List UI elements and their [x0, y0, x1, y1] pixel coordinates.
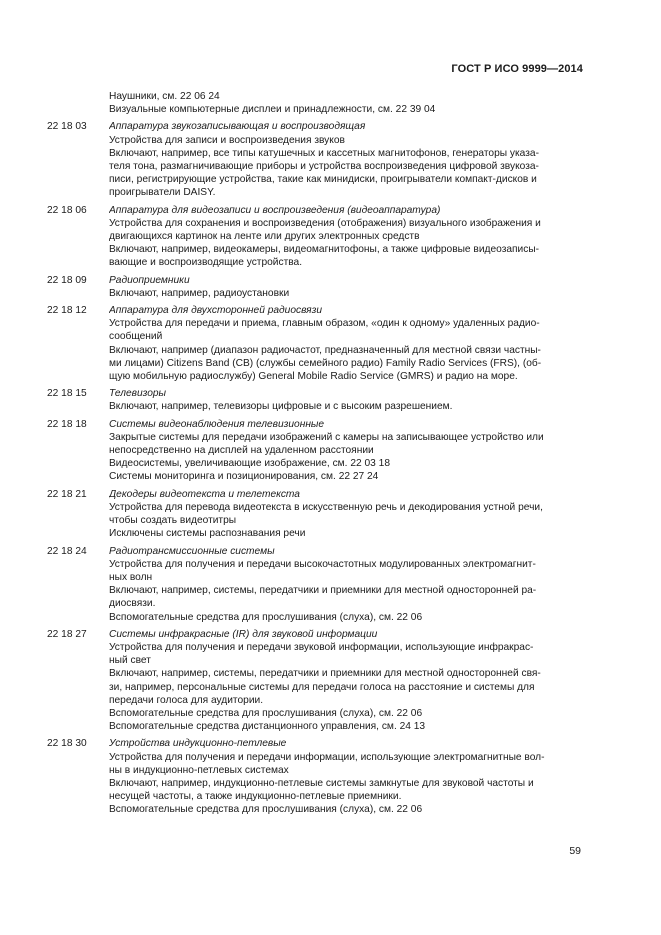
entry-code: 22 18 09	[47, 274, 87, 286]
entry-line: Вспомогательные средства для прослушивания (слуха), см. 22 06	[109, 804, 423, 816]
entry-line: передачи голоса для аудитории.	[109, 694, 264, 706]
classification-entry	[47, 737, 587, 816]
entry-line: ный свет	[109, 655, 151, 667]
entry-line: Вспомогательные средства для прослушивания (слуха), см. 22 06	[109, 707, 423, 719]
entry-code: 22 18 06	[47, 204, 87, 216]
entry-title: Системы видеонаблюдения телевизионные	[109, 418, 325, 430]
entry-line: Включают, например, телевизоры цифровые и с высоким разрешением.	[109, 401, 453, 413]
entry-code: 22 18 30	[47, 738, 87, 750]
entry-line: ми лицами) Citizens Band (CB) (службы семейного радио) Family Radio Services (FRS), (об-	[109, 357, 542, 369]
entry-body	[109, 204, 587, 270]
entry-line: Включают, например, все типы катушечных и кассетных магнитофонов, генераторы указа-	[109, 147, 539, 159]
entry-line: Устройства для сохранения и воспроизведения (отображения) визуального изображения и	[109, 217, 541, 229]
entry-line: писи, регистрирующие устройства, такие как минидиски, проигрыватели компакт-дисков и	[109, 174, 537, 186]
entry-line: зи, например, персональные системы для передачи голоса на расстояние и системы для	[109, 681, 535, 693]
entry-line: Видеосистемы, увеличивающие изображение, см. 22 03 18	[109, 458, 390, 470]
entry-line: Устройства для передачи и приема, главным образом, «один к одному» удаленных радио-	[109, 318, 540, 330]
classification-entry	[47, 204, 587, 270]
entry-code: 22 18 12	[47, 305, 87, 317]
entry-code: 22 18 18	[47, 418, 87, 430]
entry-line: Включают, например (диапазон радиочастот, предназначенный для местной связи частны-	[109, 344, 541, 356]
entry-body	[109, 304, 587, 383]
entries-list	[47, 120, 587, 816]
intro-line: Наушники, см. 22 06 24	[109, 91, 220, 102]
entry-line: Устройства для получения и передачи информации, использующие электромагнитные вол-	[109, 751, 545, 763]
entry-line: вающие и воспроизводящие устройства.	[109, 257, 303, 269]
entry-code: 22 18 24	[47, 545, 87, 557]
entry-line: несущей частоты, а также индукционно-петлевые приемники.	[109, 791, 402, 803]
entry-code: 22 18 03	[47, 121, 87, 133]
entry-line: Вспомогательные средства для прослушивания (слуха), см. 22 06	[109, 611, 423, 623]
entry-line: Закрытые системы для передачи изображений с камеры на записывающее устройство или	[109, 431, 544, 443]
entry-line: проигрыватели DAISY.	[109, 187, 216, 199]
entry-title: Аппаратура для двухсторонней радиосвязи	[109, 305, 323, 317]
entry-line: Вспомогательные средства дистанционного управления, см. 24 13	[109, 721, 426, 733]
entry-line: Включают, например, системы, передатчики и приемники для местной односторонней свя-	[109, 668, 541, 680]
entry-line: ны в индукционно-петлевых системах	[109, 764, 289, 776]
entry-line: Устройства для получения и передачи высокочастотных модулированных электромагнит-	[109, 558, 536, 570]
entry-line: Устройства для записи и воспроизведения звуков	[109, 134, 345, 146]
classification-entry	[47, 488, 587, 541]
document-header: ГОСТ Р ИСО 9999—2014	[451, 63, 583, 75]
entry-line: Включают, например, системы, передатчики и приемники для местной односторонней ра-	[109, 585, 537, 597]
entry-line: Системы мониторинга и позиционирования, см. 22 27 24	[109, 471, 379, 483]
entry-body	[109, 545, 587, 624]
classification-entry	[47, 628, 587, 734]
entry-line: Включают, например, видеокамеры, видеомагнитофоны, а также цифровые видеозаписы-	[109, 244, 540, 256]
entry-line: Устройства для получения и передачи звуковой информации, использующие инфракрас-	[109, 641, 534, 653]
entry-body	[109, 488, 587, 541]
entry-line: теля тона, размагничивающие приборы и устройства воспроизведения цифровой звукоза-	[109, 161, 539, 173]
entry-title: Радиотрансмиссионные системы	[109, 545, 275, 557]
classification-entry	[47, 545, 587, 624]
entry-line: щую мобильную радиослужбу) General Mobile Radio Service (GMRS) и радио на море.	[109, 371, 518, 383]
entry-title: Декодеры видеотекста и телетекста	[109, 488, 300, 500]
intro-block	[47, 90, 587, 116]
entry-code: 22 18 15	[47, 388, 87, 400]
entry-line: Включают, например, радиоустановки	[109, 287, 290, 299]
entry-code: 22 18 27	[47, 628, 87, 640]
entry-body	[109, 418, 587, 484]
entry-body	[109, 120, 587, 199]
entry-line: сообщений	[109, 331, 163, 343]
entry-title: Телевизоры	[109, 388, 167, 400]
entry-line: ных волн	[109, 571, 153, 583]
entry-body	[109, 387, 587, 413]
entry-line: Включают, например, индукционно-петлевые системы замкнутые для звуковой частоты и	[109, 777, 534, 789]
page-content	[47, 90, 587, 821]
entry-line: непосредственно на дисплей на удаленном расстоянии	[109, 445, 374, 457]
entry-line: Исключены системы распознавания речи	[109, 528, 306, 540]
entry-body	[109, 737, 587, 816]
classification-entry	[47, 120, 587, 199]
entry-body	[109, 274, 587, 300]
entry-title: Устройства индукционно-петлевые	[109, 738, 287, 750]
page-number: 59	[569, 845, 581, 857]
entry-line: Устройства для перевода видеотекста в искусственную речь и декодирования устной речи,	[109, 501, 543, 513]
classification-entry	[47, 274, 587, 300]
entry-line: чтобы создать видеотитры	[109, 515, 237, 527]
entry-line: двигающихся картинок на ленте или других электронных средств	[109, 231, 420, 243]
entry-line: диосвязи.	[109, 598, 156, 610]
entry-title: Аппаратура для видеозаписи и воспроизведения (видеоаппаратура)	[109, 204, 441, 216]
classification-entry	[47, 418, 587, 484]
entry-title: Радиоприемники	[109, 274, 190, 286]
classification-entry	[47, 387, 587, 413]
entry-title: Аппаратура звукозаписывающая и воспроизводящая	[109, 121, 366, 133]
intro-line: Визуальные компьютерные дисплеи и принадлежности, см. 22 39 04	[109, 104, 436, 116]
entry-body	[109, 628, 587, 734]
classification-entry	[47, 304, 587, 383]
entry-title: Системы инфракрасные (IR) для звуковой информации	[109, 628, 378, 640]
entry-code: 22 18 21	[47, 488, 87, 500]
